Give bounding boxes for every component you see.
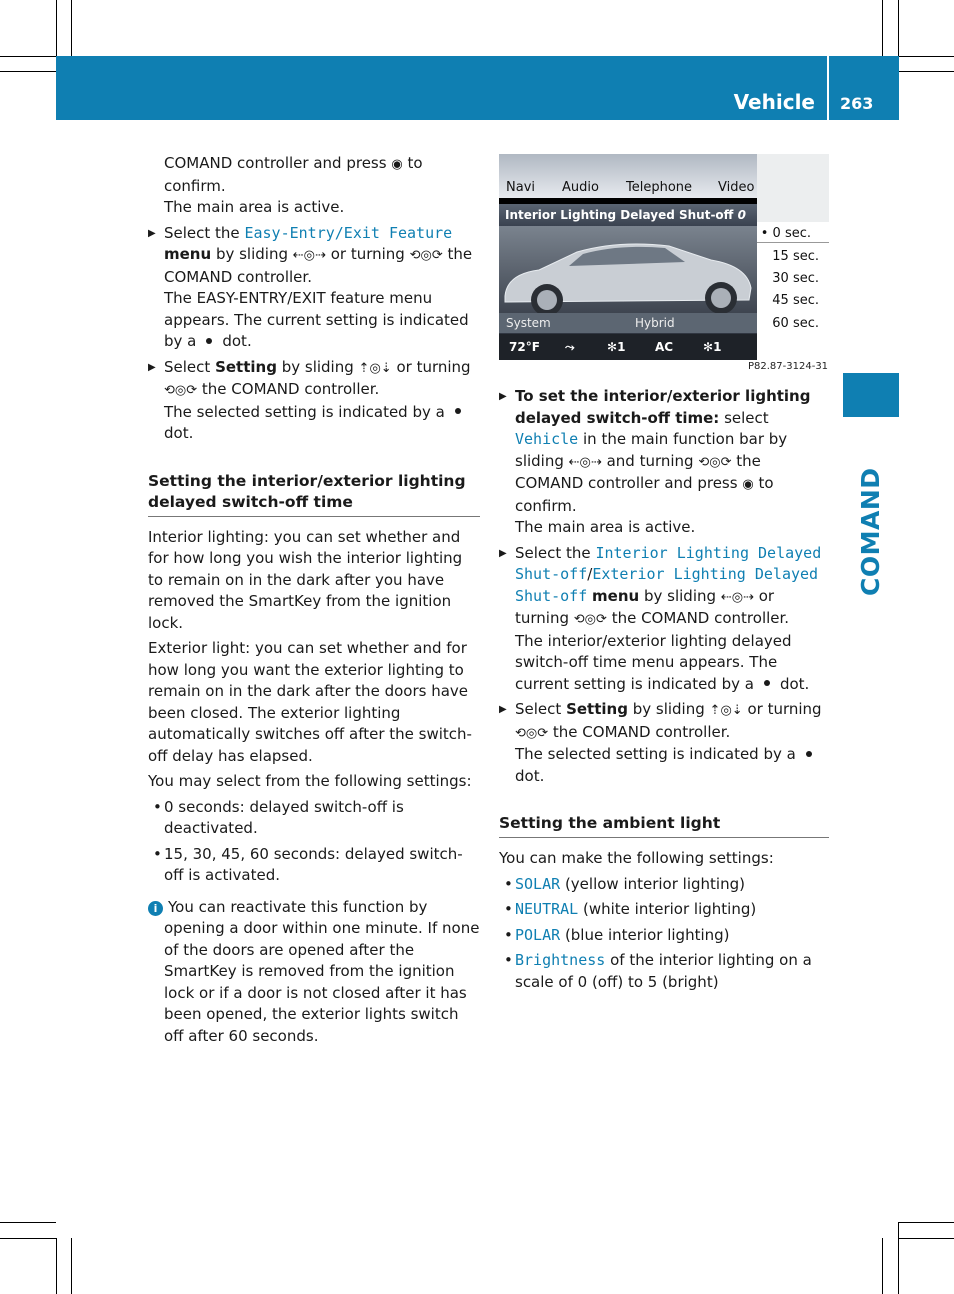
crop-mark bbox=[0, 1238, 56, 1239]
slide-left-right-icon: ⇠◎⇢ bbox=[292, 248, 326, 263]
header-divider bbox=[827, 56, 829, 120]
turn-icon: ⟲◎⟳ bbox=[409, 248, 443, 263]
paragraph: The main area is active. bbox=[164, 198, 345, 216]
crop-mark bbox=[899, 1222, 954, 1223]
car-silhouette-icon bbox=[499, 226, 757, 316]
crop-mark bbox=[898, 0, 899, 56]
list-item: • SOLAR (yellow interior lighting) bbox=[504, 874, 745, 893]
screenshot-title: Interior Lighting Delayed Shut-off 0 bbox=[499, 204, 757, 226]
crop-mark bbox=[71, 0, 72, 56]
comand-screenshot bbox=[499, 154, 829, 360]
crop-mark bbox=[0, 71, 56, 72]
instruction-step: ▶ To set the interior/exterior lighting delayed switch-off time: select Vehicle in the main function bar by sliding ⇠◎⇢ and turning ⟲◎⟳ the COMAND controller and press ◉ to confirm. The main area is active. bbox=[499, 387, 811, 536]
info-icon: i bbox=[148, 901, 163, 916]
list-item: • 15, 30, 45, 60 seconds: delayed switch-off is activated. bbox=[153, 844, 463, 884]
menu-item: Navi bbox=[506, 180, 535, 195]
instruction-step: ▶ Select the Easy-Entry/Exit Feature menu by sliding ⇠◎⇢ or turning ⟲◎⟳ the COMAND controller. The EASY-ENTRY/EXIT feature menu appears. The current setting is indicated by a dot. bbox=[148, 223, 473, 350]
dot-icon bbox=[455, 408, 461, 414]
page-number: 263 bbox=[840, 94, 874, 113]
option-selected: • 0 sec. bbox=[760, 226, 811, 241]
right-column bbox=[499, 386, 829, 993]
step-arrow-icon: ▶ bbox=[148, 227, 156, 239]
slide-up-down-icon: ⇡◎⇣ bbox=[358, 360, 392, 376]
crop-mark bbox=[56, 1238, 57, 1294]
paragraph: You can make the following settings: bbox=[499, 849, 774, 867]
option: 60 sec. bbox=[772, 316, 819, 331]
crop-mark bbox=[882, 0, 883, 56]
crop-mark bbox=[0, 56, 56, 57]
step-arrow-icon: ▶ bbox=[148, 361, 156, 373]
crop-mark bbox=[899, 56, 954, 57]
crop-mark bbox=[899, 1238, 954, 1239]
menu-item: Telephone bbox=[626, 180, 693, 195]
paragraph: Exterior light: you can set whether and for how long you want the exterior lighting to remain on in the dark after the doors have been closed. The exterior lighting automatically switches off after the switch-off delay has elapsed. bbox=[148, 639, 472, 765]
press-icon: ◉ bbox=[742, 477, 754, 492]
crop-mark bbox=[899, 71, 954, 72]
screenshot-status-bar: System Hybrid bbox=[499, 313, 757, 333]
dot-icon bbox=[206, 338, 212, 344]
side-tab-label: COMAND bbox=[856, 467, 885, 596]
turn-icon: ⟲◎⟳ bbox=[573, 612, 607, 627]
option: 30 sec. bbox=[772, 271, 819, 286]
step-arrow-icon: ▶ bbox=[499, 391, 507, 402]
crop-mark bbox=[898, 1222, 899, 1294]
list-item: • POLAR (blue interior lighting) bbox=[504, 925, 730, 944]
option: 15 sec. bbox=[772, 249, 819, 264]
section-heading: Setting the ambient light bbox=[499, 813, 829, 838]
slide-left-right-icon: ⇠◎⇢ bbox=[568, 454, 602, 470]
list-item: • Brightness of the interior lighting on a scale of 0 (off) to 5 (bright) bbox=[504, 951, 812, 991]
crop-mark bbox=[56, 0, 57, 56]
paragraph: COMAND controller and press ◉ to confirm. bbox=[164, 154, 423, 195]
dot-icon bbox=[764, 680, 770, 686]
screenshot-climate-bar: 72°F ⤳ ✻1 AC ✻1 bbox=[499, 334, 757, 360]
step-arrow-icon: ▶ bbox=[499, 547, 507, 559]
slide-up-down-icon: ⇡◎⇣ bbox=[709, 703, 743, 718]
menu-item: Audio bbox=[562, 180, 599, 195]
instruction-step: ▶ Select Setting by sliding ⇡◎⇣ or turning ⟲◎⟳ the COMAND controller. The selected setting is indicated by a dot. bbox=[499, 700, 822, 785]
crop-mark bbox=[0, 1222, 56, 1223]
info-note: i You can reactivate this function by opening a door within one minute. If none of the doors are opened after the SmartKey is removed from the ignition lock or if a door is not closed after it has been opened, the exterior lights switch off after 60 seconds. bbox=[148, 897, 480, 1048]
seat-heat-icon: ⤳ bbox=[565, 340, 575, 354]
turn-icon: ⟲◎⟳ bbox=[164, 383, 198, 398]
slide-left-right-icon: ⇠◎⇢ bbox=[720, 589, 754, 605]
crop-mark bbox=[71, 1238, 72, 1294]
paragraph: You may select from the following settings: bbox=[148, 772, 472, 790]
instruction-step: ▶ Select the Interior Lighting Delayed Shut-off/Exterior Lighting Delayed Shut-off menu by sliding ⇠◎⇢ or turning ⟲◎⟳ the COMAND controller. The interior/exterior lighting delayed switch-off time menu appears. The current setting is indicated by a dot. bbox=[499, 543, 822, 693]
option: 45 sec. bbox=[772, 293, 819, 308]
menu-item: Video bbox=[718, 180, 755, 195]
dot-icon bbox=[806, 751, 812, 757]
side-tab bbox=[843, 373, 899, 417]
paragraph: Interior lighting: you can set whether and for how long you wish the interior lighting to remain on in the dark after you have removed the SmartKey from the ignition lock. bbox=[148, 527, 463, 632]
section-title: Vehicle bbox=[733, 90, 815, 114]
image-caption: P82.87-3124-31 bbox=[748, 361, 829, 372]
left-column bbox=[148, 153, 480, 1047]
turn-icon: ⟲◎⟳ bbox=[698, 454, 732, 470]
press-icon: ◉ bbox=[391, 157, 403, 172]
screenshot-menu-bar bbox=[499, 154, 757, 198]
instruction-step: ▶ Select Setting by sliding ⇡◎⇣ or turning ⟲◎⟳ the COMAND controller. The selected setting is indicated by a dot. bbox=[148, 357, 471, 442]
crop-mark bbox=[882, 1238, 883, 1294]
section-heading: Setting the interior/exterior lighting delayed switch-off time bbox=[148, 471, 480, 517]
options-panel bbox=[757, 154, 829, 360]
list-item: • NEUTRAL (white interior lighting) bbox=[504, 900, 757, 918]
turn-icon: ⟲◎⟳ bbox=[515, 725, 549, 741]
step-arrow-icon: ▶ bbox=[499, 704, 507, 715]
header-bar bbox=[56, 56, 899, 120]
list-item: • 0 seconds: delayed switch-off is deactivated. bbox=[153, 797, 404, 837]
